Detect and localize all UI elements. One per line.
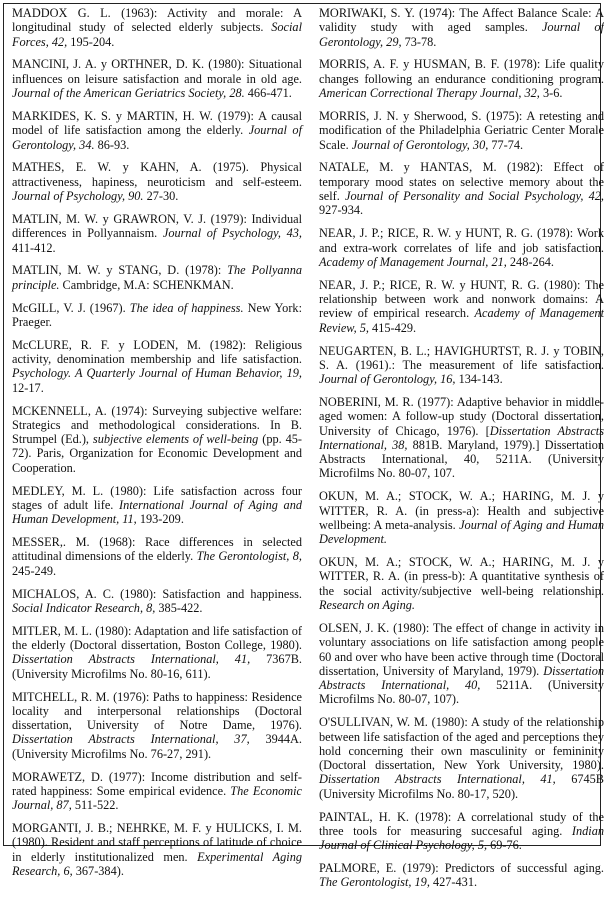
- reference-source: Academy of Management Journal, 21,: [319, 254, 507, 269]
- reference-pages: 881B. Maryland, 1979).] Dissertation Abstracts International, 40, 5211A. (University Microfilms No. 80-07, 107.: [319, 437, 604, 481]
- reference-text: O'SULLIVAN, W. M. (1980): A study of the relationship between life satisfaction of the aged and perceptions they hold concerning their own masculinity or femininity (Doctoral dissertation, New York University, 1980).: [319, 715, 604, 773]
- reference-pages: 367-384).: [72, 864, 124, 879]
- reference-entry: [319, 621, 604, 707]
- reference-entry: [12, 160, 302, 203]
- reference-pages: 73-78.: [401, 34, 437, 49]
- reference-entry: [319, 395, 604, 481]
- reference-source: Journal of the American Geriatrics Society, 28.: [12, 86, 245, 101]
- reference-pages: 7367B. (University Microfilms No. 80-16, 611).: [12, 652, 302, 681]
- reference-entry: [319, 226, 604, 269]
- reference-source: Journal of Gerontology, 16,: [319, 372, 456, 387]
- reference-entry: [12, 404, 302, 475]
- reference-entry: [12, 212, 302, 255]
- reference-pages: 466-471.: [244, 86, 292, 101]
- reference-entry: [12, 484, 302, 527]
- reference-source: Journal of Aging and Human Development.: [319, 517, 604, 547]
- reference-pages: 12-17.: [12, 380, 44, 395]
- reference-source: Social Indicator Research, 8,: [12, 600, 156, 615]
- reference-source: American Correctional Therapy Journal, 32,: [319, 86, 540, 101]
- reference-text: McGILL, V. J. (1967).: [12, 300, 130, 315]
- reference-text: MESSER,. M. (1968): Race differences in selected attitudinal dimensions of the elderly.: [12, 535, 302, 564]
- reference-text: MORAWETZ, D. (1977): Income distribution and self-rated happiness: Some empirical evidence.: [12, 769, 302, 798]
- reference-source: Journal of Personality and Social Psychology, 42,: [344, 189, 604, 204]
- reference-text: MCKENNELL, A. (1974): Surveying subjective welfare: Strategics and methodological considerations. In B. Strumpel (Ed.),: [12, 403, 302, 447]
- reference-pages: 27-30.: [143, 189, 179, 204]
- reference-source: Journal of Psychology, 43,: [162, 226, 302, 241]
- reference-entry: [12, 338, 302, 395]
- reference-source: Journal of Gerontology, 34.: [12, 123, 302, 152]
- reference-entry: [319, 160, 604, 217]
- reference-entry: [12, 770, 302, 813]
- reference-entry: [12, 587, 302, 616]
- reference-source: The idea of happiness.: [129, 300, 244, 315]
- reference-text: MITCHELL, R. M. (1976): Paths to happiness: Residence locality and interpersonal relationships (Doctoral dissertation, University of Notre Dame, 1976).: [12, 689, 302, 733]
- reference-pages: 245-249.: [12, 563, 57, 578]
- reference-entry: [319, 810, 604, 853]
- reference-pages: 6745B (University Microfilms No. 80-17, 520).: [319, 772, 604, 801]
- reference-text: NEAR, J. P.; RICE, R. W. y HUNT, R. G. (1978): Work and extra-work correlates of life and job satisfaction.: [319, 226, 604, 255]
- reference-pages: (pp. 45-72). Paris, Organization for Economic Development and Cooperation.: [12, 432, 303, 475]
- reference-entry: [319, 715, 604, 801]
- reference-column-right: [319, 6, 604, 898]
- reference-entry: [12, 624, 302, 681]
- reference-entry: [12, 109, 302, 152]
- reference-text: NEUGARTEN, B. L.; HAVIGHURTST, R. J. y TOBIN, S. A. (1961).: The measurement of life satisfaction.: [319, 343, 604, 372]
- reference-pages: 134-143.: [455, 372, 503, 387]
- reference-text: PAINTAL, H. K. (1978): A correlational study of the three tools for measuring succesaful aging.: [319, 809, 604, 838]
- reference-text: MEDLEY, M. L. (1980): Life satisfaction across four stages of adult life.: [12, 483, 302, 512]
- reference-entry: [12, 6, 302, 49]
- reference-source: International Journal of Aging and Human Development, 11,: [12, 497, 302, 527]
- reference-pages: Cambridge, M.A: SCHENKMAN.: [59, 277, 234, 292]
- reference-column-left: [12, 6, 302, 887]
- reference-text: MICHALOS, A. C. (1980): Satisfaction and happiness.: [12, 586, 302, 601]
- reference-pages: 411-412.: [12, 240, 56, 255]
- reference-source: Journal of Psychology, 90.: [12, 189, 144, 204]
- reference-text: McCLURE, R. F. y LODEN, M. (1982): Religious activity, denomination membership and life satisfaction.: [12, 337, 302, 367]
- reference-pages: 193-209.: [136, 512, 184, 527]
- reference-source: Dissertation Abstracts International, 37,: [12, 732, 250, 747]
- reference-text: MARKIDES, K. S. y MARTIN, H. W. (1979): A causal model of life satisfaction among the elderly.: [12, 108, 302, 138]
- reference-text: NOBERINI, M. R. (1977): Adaptive behavior in middle-aged women: A follow-up study (Doctoral dissertation, University of Chicago, 1976). [: [319, 394, 604, 438]
- reference-source: Social Forces, 42,: [12, 20, 302, 49]
- reference-text: MITLER, M. L. (1980): Adaptation and life satisfaction of the elderly (Doctoral dissertation, Boston College, 1980).: [12, 623, 302, 653]
- reference-entry: [319, 489, 604, 546]
- reference-text: OLSEN, J. K. (1980): The effect of change in activity in voluntary associations on life satisfaction among people 60 and over who have been active through time (Doctoral dissertation, University of Maryland, 1979).: [319, 620, 604, 678]
- reference-text: MORRIS, A. F. y HUSMAN, B. F. (1978): Life quality changes following an endurance conditioning program.: [319, 57, 604, 86]
- reference-pages: 927-934.: [319, 203, 364, 218]
- reference-pages: 3-6.: [539, 86, 563, 101]
- reference-pages: 3944A. (University Microfilms No. 76-27, 291).: [12, 732, 303, 761]
- reference-text: MATHES, E. W. y KAHN, A. (1975). Physical attractiveness, hapiness, neuroticism and self-esteem.: [12, 160, 302, 189]
- reference-text: PALMORE, E. (1979): Predictors of successful aging.: [319, 861, 604, 876]
- reference-entry: [12, 57, 302, 100]
- reference-entry: [319, 6, 604, 49]
- reference-pages: 77-74.: [488, 137, 524, 152]
- reference-source: The Gerontologist, 8,: [196, 549, 302, 564]
- reference-source: Journal of Gerontology, 30,: [351, 137, 489, 152]
- reference-entry: [12, 263, 302, 292]
- reference-pages: 427-431.: [429, 875, 478, 890]
- reference-source: Journal of Gerontology, 29,: [319, 20, 604, 49]
- reference-source: The Pollyanna principle.: [12, 263, 302, 292]
- reference-pages: 248-264.: [506, 254, 554, 269]
- reference-source: Indian Journal of Clinical Psychology, 5,: [319, 823, 604, 853]
- reference-entry: [319, 278, 604, 335]
- reference-source: Psychology. A Quarterly Journal of Human Behavior, 19,: [12, 366, 302, 381]
- reference-source: Research on Aging.: [319, 598, 415, 613]
- reference-text: MADDOX G. L. (1963): Activity and morale: A longitudinal study of selected elderly subjects.: [12, 6, 302, 35]
- reference-source: Dissertation Abstracts International, 41,: [319, 772, 556, 787]
- reference-entry: [12, 821, 302, 878]
- reference-text: MATLIN, M. W. y GRAWRON, V. J. (1979): Individual differences in Pollyannaism.: [12, 211, 302, 241]
- reference-text: OKUN, M. A.; STOCK, W. A.; HARING, M. J. y WITTER, R. A. (in press-b): A quantitative synthesis of the social activity/subjective well-being relationship.: [319, 555, 604, 598]
- reference-source: subjective elements of well-being: [92, 432, 259, 447]
- reference-text: MORIWAKI, S. Y. (1974): The Affect Balance Scale: A validity study with aged samples.: [319, 6, 604, 35]
- reference-source: Experimental Aging Research, 6,: [12, 849, 302, 879]
- reference-text: MORRIS, J. N. y Sherwood, S. (1975): A retesting and modification of the Philadelphia Geriatric Center Morale Scale.: [319, 108, 604, 152]
- reference-entry: [12, 690, 302, 761]
- reference-entry: [319, 861, 604, 890]
- reference-pages: 385-422.: [155, 600, 203, 615]
- reference-entry: [319, 555, 604, 612]
- reference-source: Dissertation Abstracts International, 38,: [319, 423, 604, 452]
- reference-text: NEAR, J. P.; RICE, R. W. y HUNT, R. G. (1980): The relationship between work and nonwork domains: A review of empirical research.: [319, 277, 604, 321]
- reference-entry: [319, 57, 604, 100]
- reference-text: MATLIN, M. W. y STANG, D. (1978):: [12, 263, 228, 278]
- reference-pages: 511-522.: [71, 798, 119, 813]
- reference-pages: 195-204.: [67, 34, 115, 49]
- reference-entry: [12, 535, 302, 578]
- reference-page: [3, 3, 604, 890]
- reference-source: Dissertation Abstracts International, 41,: [12, 652, 251, 667]
- reference-entry: [319, 344, 604, 387]
- reference-text: MORGANTI, J. B.; NEHRKE, M. F. y HULICKS, I. M. (1980). Resident and staff perceptions of latitude of choice in elderly institutionalized men.: [12, 821, 302, 864]
- reference-text: OKUN, M. A.; STOCK, W. A.; HARING, M. J. y WITTER, R. A. (in press-a): Health and subjective wellbeing: A meta-analysis.: [319, 489, 604, 532]
- reference-pages: 86-93.: [94, 137, 130, 152]
- reference-entry: [12, 301, 302, 330]
- reference-source: Academy of Management Review, 5,: [319, 306, 604, 335]
- reference-pages: New York: Praeger.: [12, 300, 302, 329]
- reference-pages: 69-76.: [487, 838, 522, 853]
- reference-entry: [319, 109, 604, 152]
- reference-pages: 415-429.: [368, 320, 417, 335]
- reference-text: NATALE, M. y HANTAS, M. (1982): Effect of temporary mood states on selective memory about the self.: [319, 160, 604, 204]
- reference-text: MANCINI, J. A. y ORTHNER, D. K. (1980): Situational influences on leisure satisfaction and morale in old age.: [12, 57, 302, 86]
- reference-source: Dissertation Abstracts International, 40,: [319, 663, 604, 693]
- reference-pages: 5211A. (University Microfilms No. 80-07, 107).: [319, 678, 604, 707]
- reference-source: The Economic Journal, 87,: [12, 783, 302, 813]
- reference-source: The Gerontologist, 19,: [319, 875, 430, 890]
